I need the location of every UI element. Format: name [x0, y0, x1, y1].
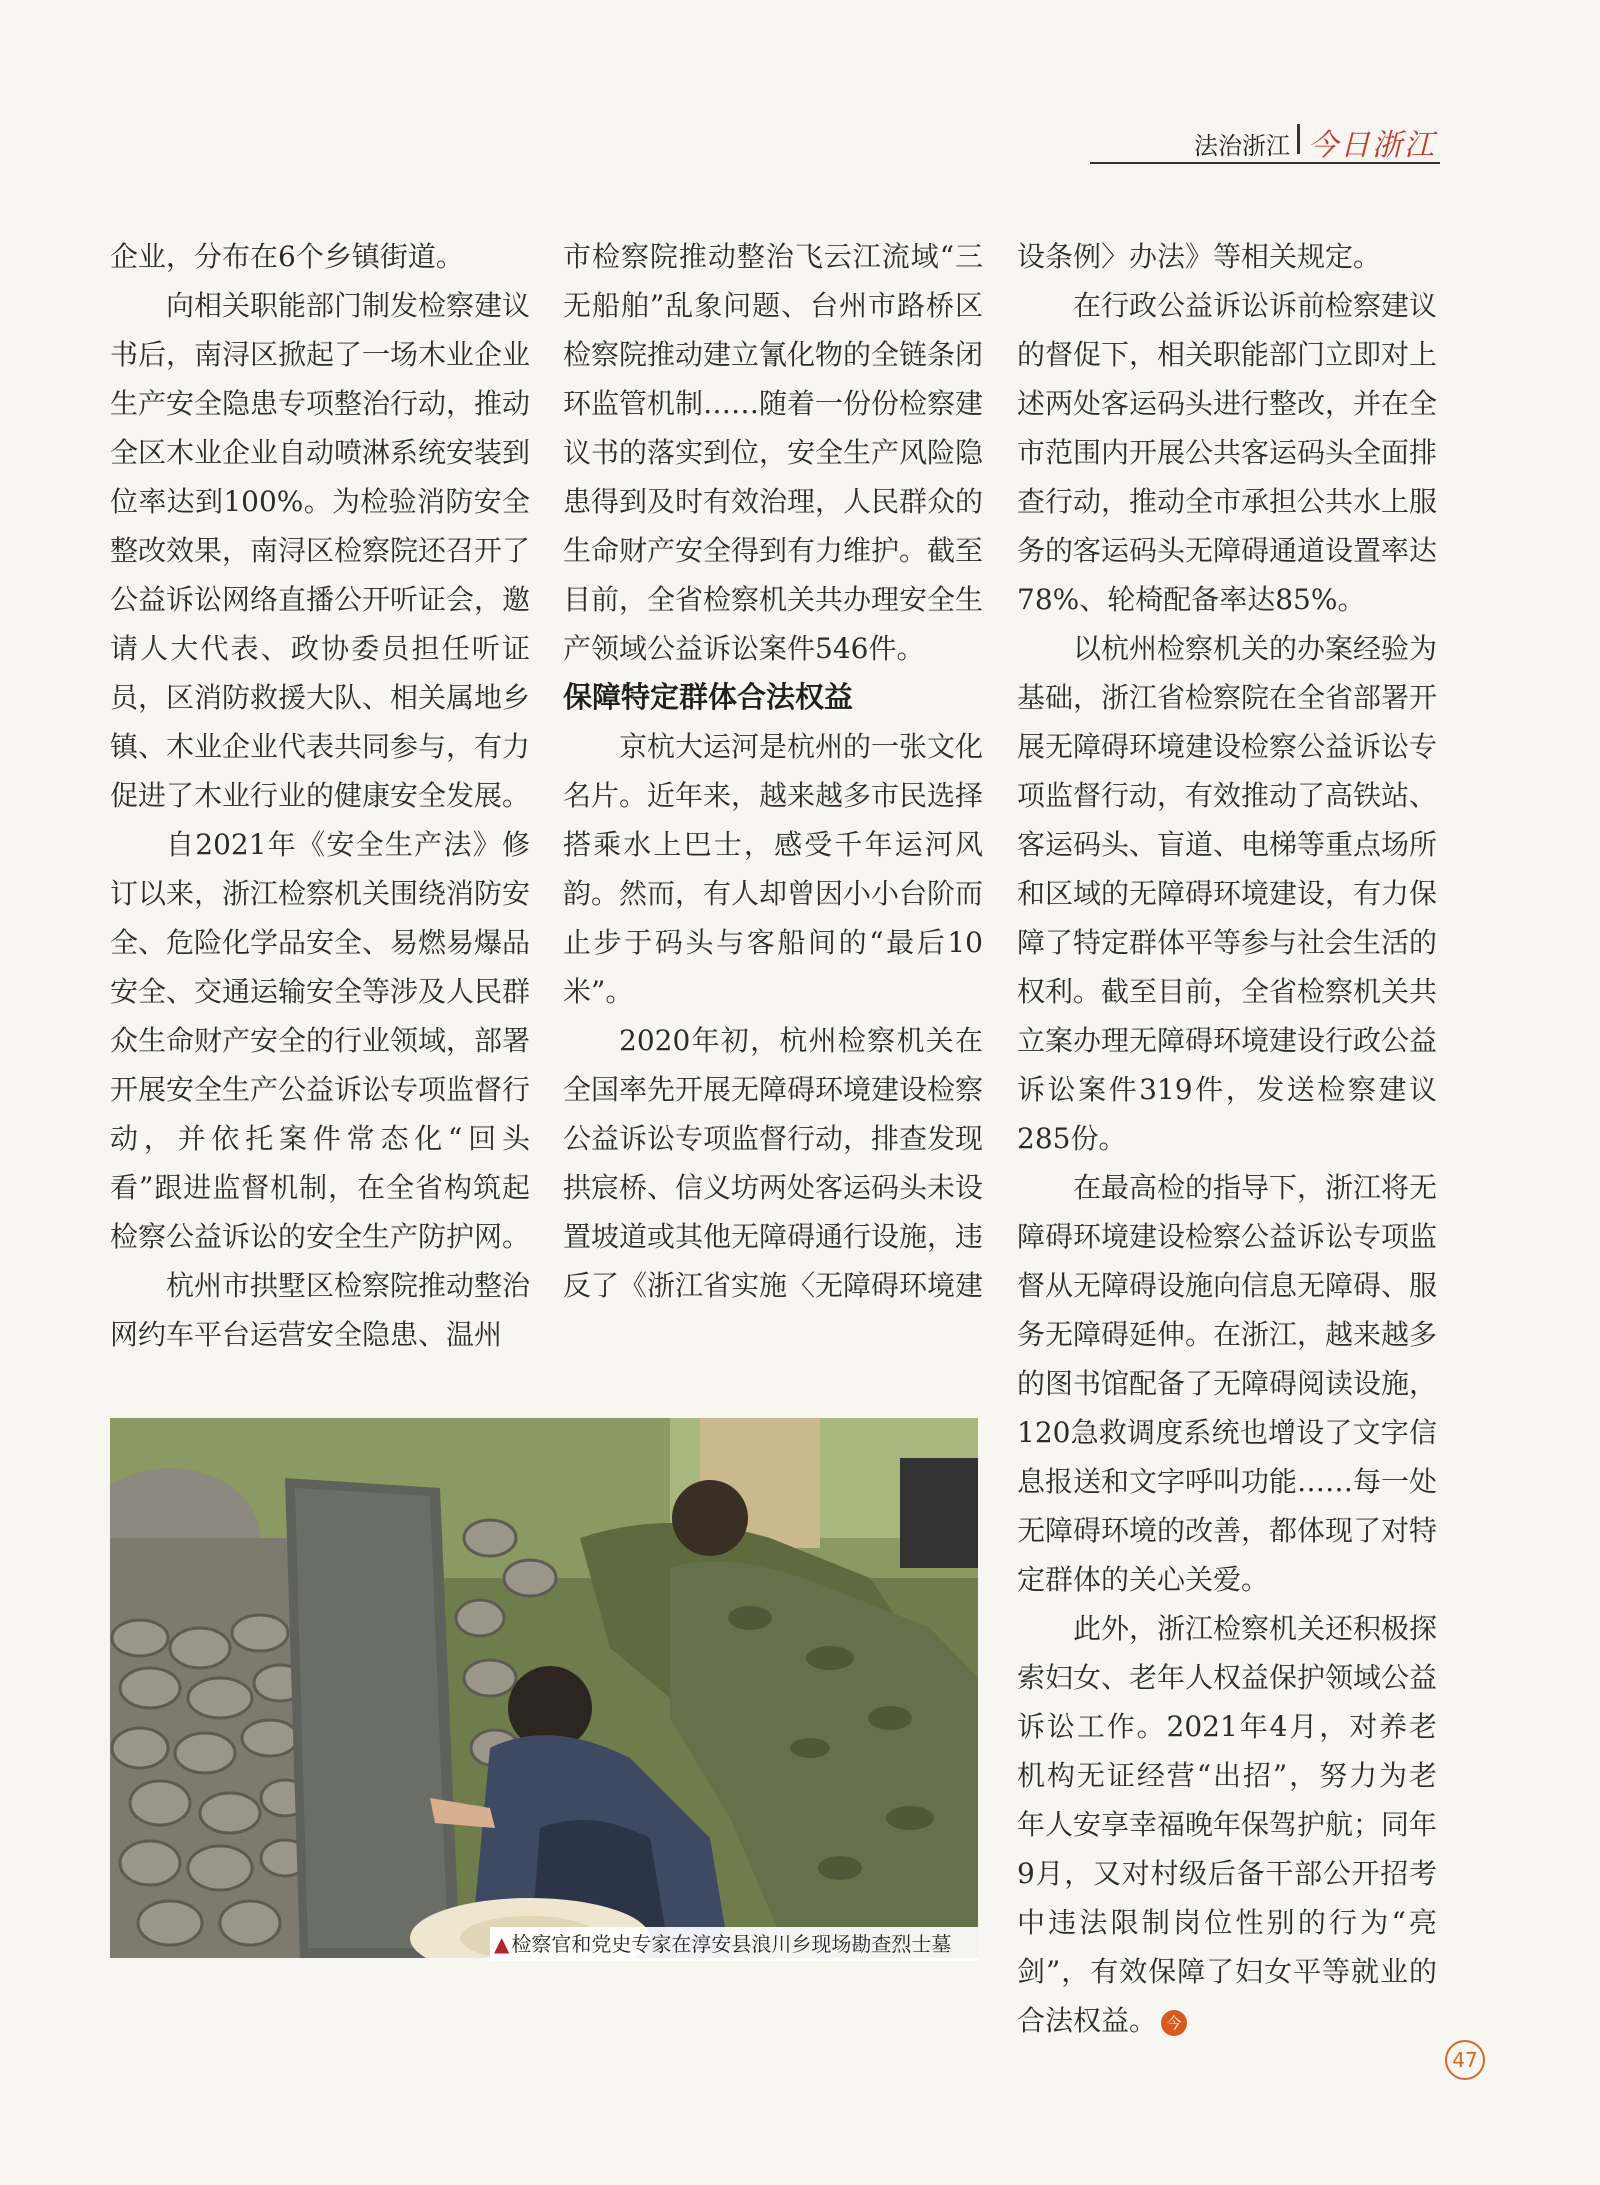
paragraph: 在行政公益诉讼诉前检察建议的督促下，相关职能部门立即对上述两处客运码头进行整改，并在全市范围内开展公共客运码头全面排查行动，推动全市承担公共水上服务的客运码头无障碍通道设置率达78%、轮椅配备率达85%。: [1017, 289, 1438, 616]
paragraph: 京杭大运河是杭州的一张文化名片。近年来，越来越多市民选择搭乘水上巴士，感受千年运河风韵。然而，有人却曾因小小台阶而止步于码头与客船间的“最后10米”。: [563, 730, 984, 1008]
caption-marker-icon: ▲: [494, 1932, 510, 1956]
paragraph: 2020年初，杭州检察机关在全国率先开展无障碍环境建设检察公益诉讼专项监督行动，排查发现拱宸桥、信义坊两处客运码头未设置坡道或其他无障碍通行设施，违反了《浙江省实施〈无障碍环境建: [563, 1024, 984, 1302]
end-mark-icon: 今: [1161, 2010, 1187, 2036]
article-column-2: [563, 232, 983, 1310]
photo-caption: [490, 1927, 978, 1961]
article-photo: [110, 1418, 978, 1958]
paragraph: 设条例〉办法》等相关规定。: [1017, 240, 1382, 273]
photo-illustration: [110, 1418, 978, 1958]
paragraph: 杭州市拱墅区检察院推动整治网约车平台运营安全隐患、温州: [110, 1269, 531, 1351]
header-divider: [1297, 124, 1300, 154]
paragraph: 以杭州检察机关的办案经验为基础，浙江省检察院在全省部署开展无障碍环境建设检察公益诉讼专项监督行动，有效推动了高铁站、客运码头、盲道、电梯等重点场所和区域的无障碍环境建设，有力保障了特定群体平等参与社会生活的权利。截至目前，全省检察机关共立案办理无障碍环境建设行政公益诉讼案件319件，发送检察建议285份。: [1017, 632, 1438, 1155]
caption-text: 检察官和党史专家在淳安县浪川乡现场勘查烈士墓: [511, 1932, 952, 1956]
article-column-3: [1017, 232, 1437, 2045]
paragraph: 市检察院推动整治飞云江流域“三无船舶”乱象问题、台州市路桥区检察院推动建立氰化物的全链条闭环监管机制……随着一份份检察建议书的落实到位，安全生产风险隐患得到及时有效治理，人民群众的生命财产安全得到有力维护。截至目前，全省检察机关共办理安全生产领域公益诉讼案件546件。: [563, 240, 984, 665]
section-title: 法治浙江: [1194, 132, 1290, 160]
magazine-logo: 今日浙江: [1308, 128, 1436, 163]
page-number: 47: [1445, 2040, 1485, 2080]
section-subheading: 保障特定群体合法权益: [563, 680, 854, 714]
paragraph: 在最高检的指导下，浙江将无障碍环境建设检察公益诉讼专项监督从无障碍设施向信息无障碍、服务无障碍延伸。在浙江，越来越多的图书馆配备了无障碍阅读设施，120急救调度系统也增设了文字信息报送和文字呼叫功能……每一处无障碍环境的改善，都体现了对特定群体的关心关爱。: [1017, 1171, 1438, 1596]
article-column-1: [110, 232, 530, 1359]
paragraph: 向相关职能部门制发检察建议书后，南浔区掀起了一场木业企业生产安全隐患专项整治行动，推动全区木业企业自动喷淋系统安装到位率达到100%。为检验消防安全整改效果，南浔区检察院还召开了公益诉讼网络直播公开听证会，邀请人大代表、政协委员担任听证员，区消防救援大队、相关属地乡镇、木业企业代表共同参与，有力促进了木业行业的健康安全发展。: [110, 289, 531, 812]
page-header: [1090, 118, 1440, 164]
paragraph: 自2021年《安全生产法》修订以来，浙江检察机关围绕消防安全、危险化学品安全、易燃易爆品安全、交通运输安全等涉及人民群众生命财产安全的行业领域，部署开展安全生产公益诉讼专项监督行动，并依托案件常态化“回头看”跟进监督机制，在全省构筑起检察公益诉讼的安全生产防护网。: [110, 828, 531, 1253]
paragraph-text: 此外，浙江检察机关还积极探索妇女、老年人权益保护领域公益诉讼工作。2021年4月，对养老机构无证经营“出招”，努力为老年人安享幸福晚年保驾护航；同年9月，又对村级后备干部公开招考中违法限制岗位性别的行为“亮剑”，有效保障了妇女平等就业的合法权益。: [1017, 1612, 1438, 2037]
paragraph: 企业，分布在6个乡镇街道。: [110, 240, 464, 273]
paragraph-final: [1017, 1604, 1437, 2045]
